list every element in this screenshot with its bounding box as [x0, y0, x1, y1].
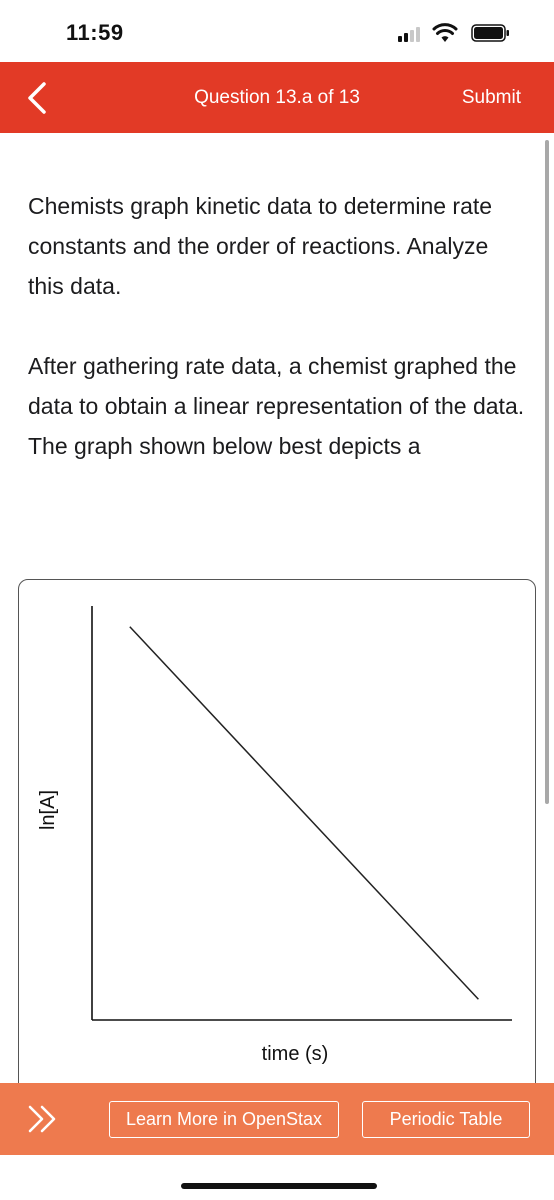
series-line	[130, 627, 479, 1000]
y-axis-label: ln[A]	[37, 789, 59, 831]
x-axis-label: time (s)	[261, 1043, 329, 1065]
expand-button[interactable]	[22, 1101, 70, 1137]
status-time: 11:59	[66, 20, 124, 45]
series-layer	[130, 627, 479, 1000]
intro-paragraph: Chemists graph kinetic data to determine rate constants and the order of reactions. Analyze this data.	[28, 193, 493, 299]
submit-button[interactable]: Submit	[461, 87, 521, 108]
home-indicator	[181, 1183, 377, 1189]
bottom-toolbar	[0, 1083, 554, 1155]
periodic-table-button[interactable]: Periodic Table	[362, 1101, 530, 1138]
learn-more-button[interactable]: Learn More in OpenStax	[109, 1101, 339, 1138]
question-title: Question 13.a of 13	[194, 87, 360, 108]
chevron-double-right-icon	[22, 1101, 70, 1137]
question-paragraph: After gathering rate data, a chemist graphed the data to obtain a linear representation of the data. The graph shown below best depicts a	[28, 353, 525, 459]
